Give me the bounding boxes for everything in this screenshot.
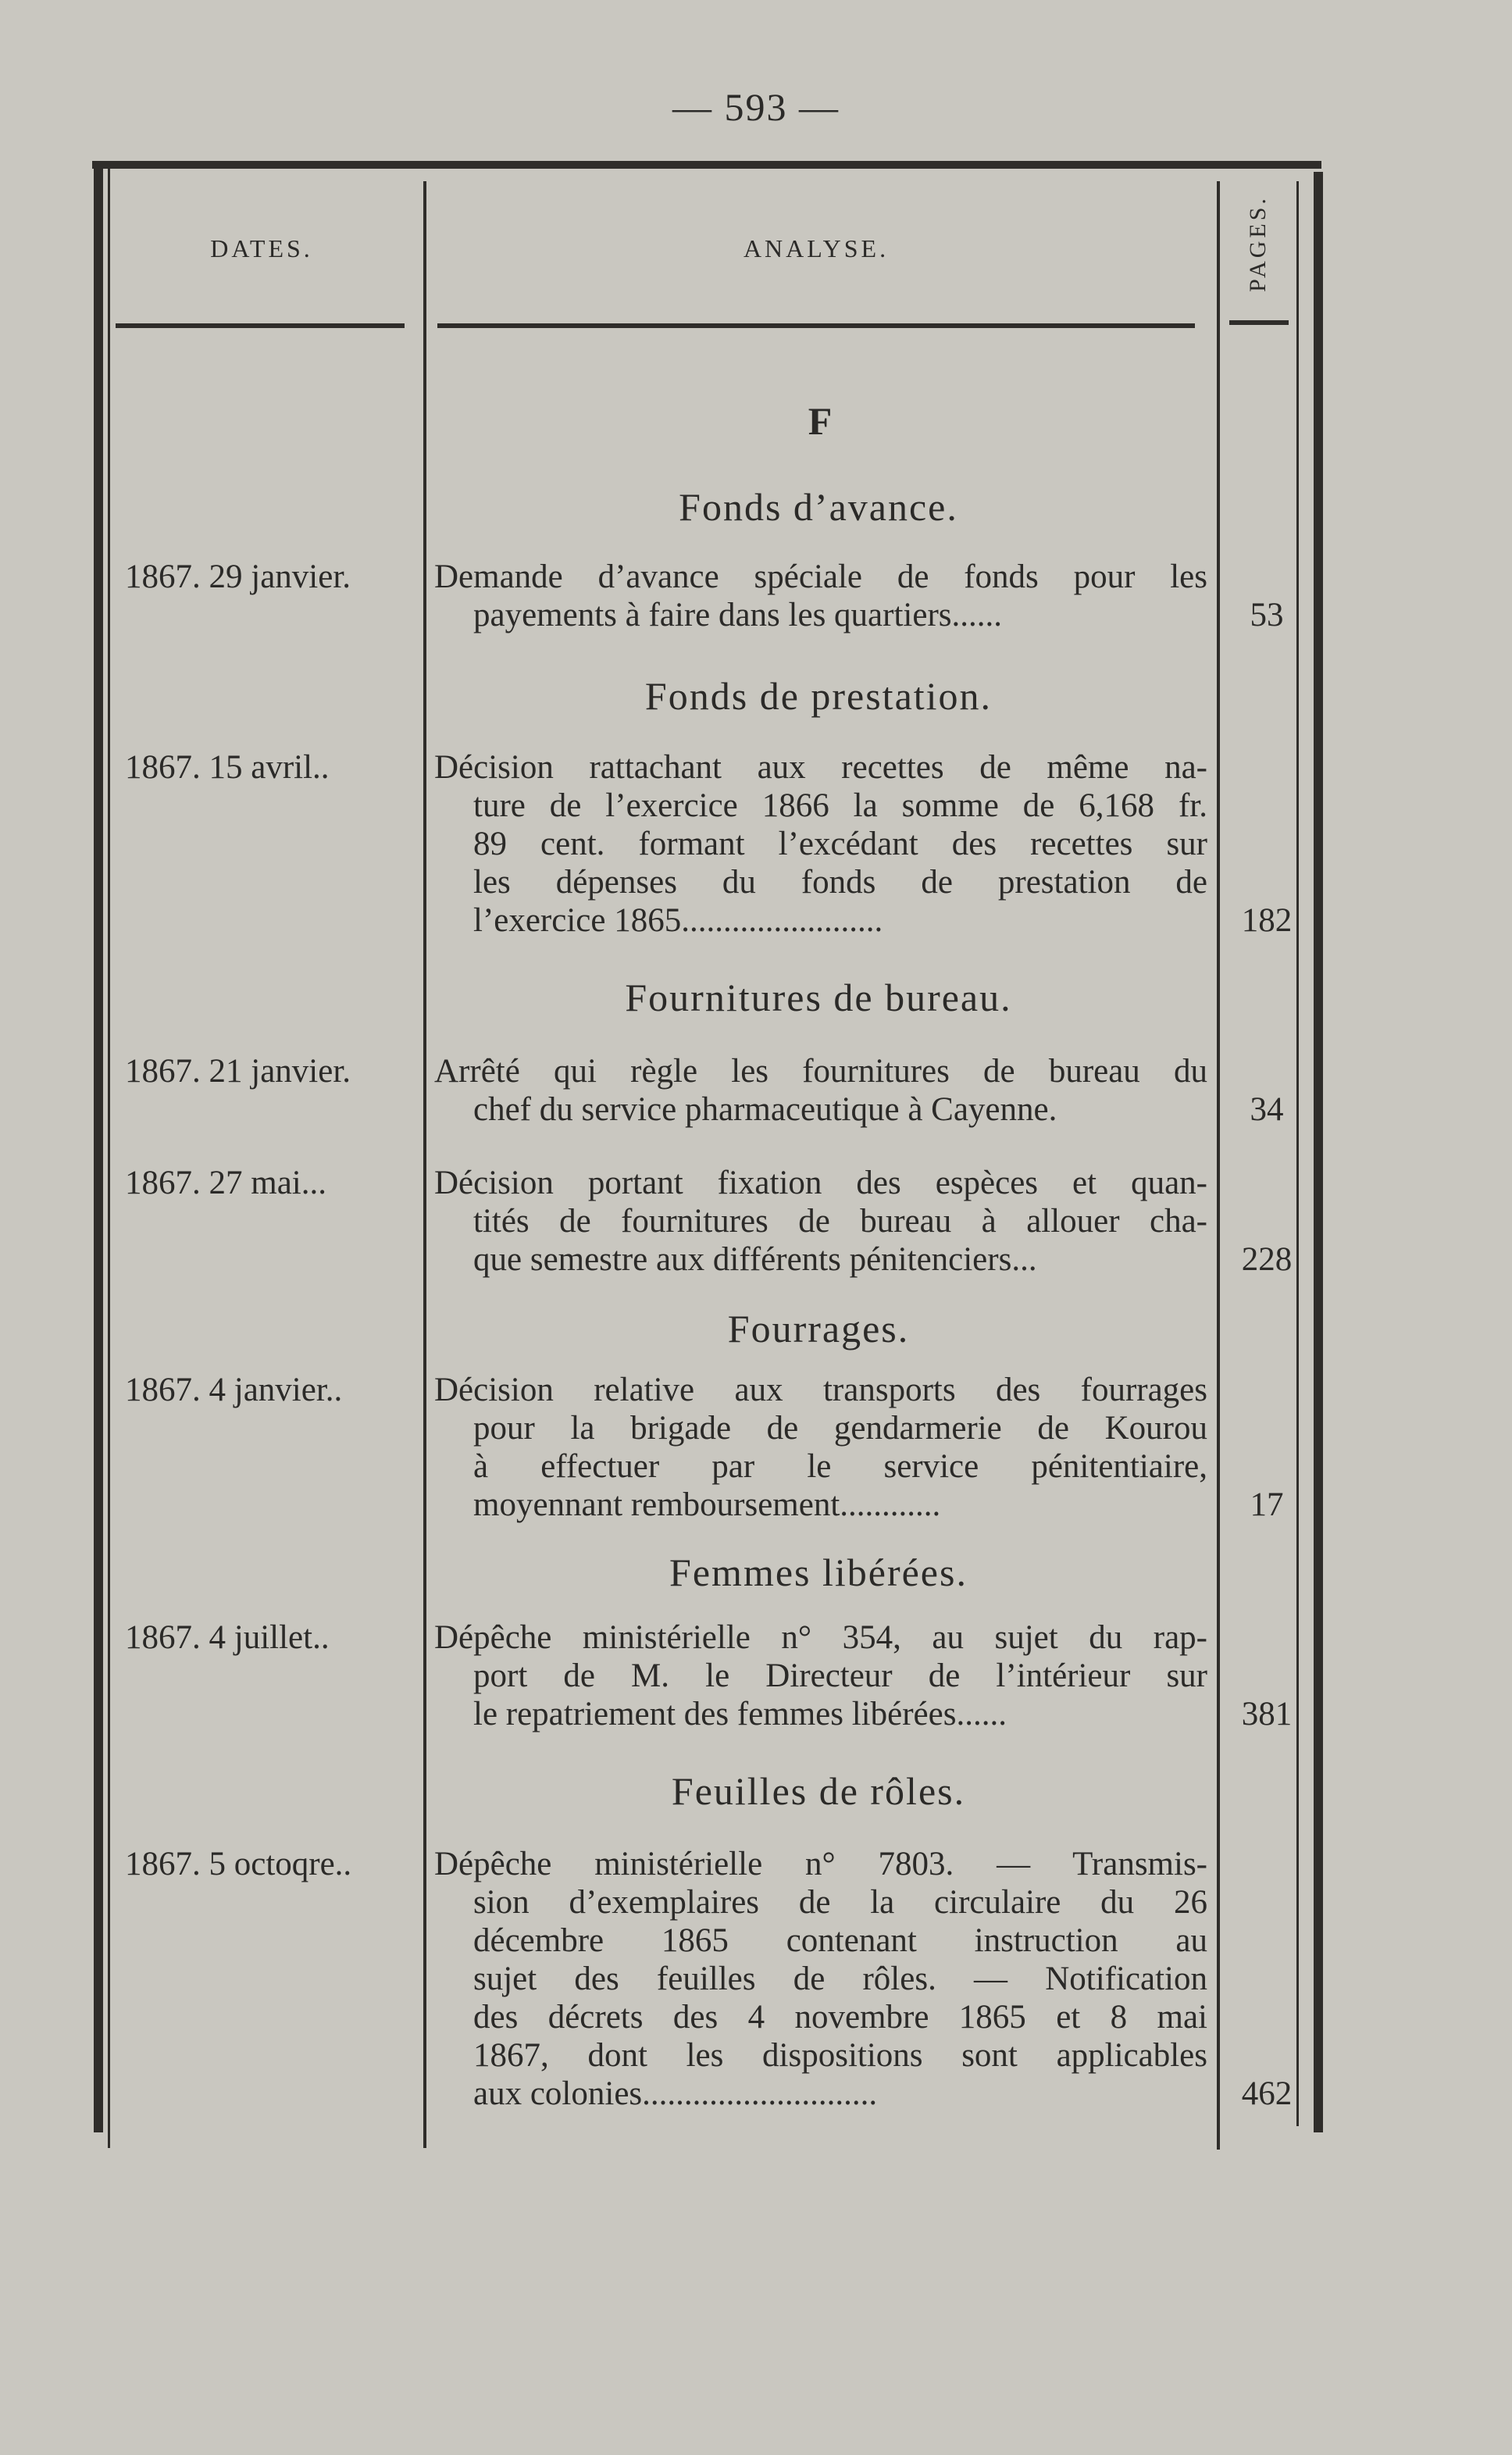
entry-description (434, 558, 1207, 634)
section-title: Fourrages. (727, 1307, 910, 1351)
entry-line: décembre 1865 contenant instruction au (473, 1922, 1207, 1959)
entry-date: 1867. 29 janvier. (125, 558, 351, 595)
entry-line: Arrêté qui règle les fournitures de bureau du (434, 1053, 1207, 1090)
entry-date: 1867. 21 janvier. (125, 1053, 351, 1090)
entry-line: Dépêche ministérielle n° 7803. — Transmis- (434, 1846, 1207, 1882)
section-title: Femmes libérées. (669, 1550, 968, 1594)
entry-page: 228 (1241, 1241, 1293, 1278)
header-rule-pages (1229, 320, 1289, 325)
entry-line: le repatriement des femmes libérées...... (473, 1696, 1007, 1732)
analyse-header: ANALYSE. (743, 234, 890, 262)
entry-description (434, 748, 1207, 940)
entry-line: chef du service pharmaceutique à Cayenne. (473, 1091, 1057, 1128)
entry-line: sujet des feuilles de rôles. — Notification (473, 1961, 1207, 1997)
section-title: Fonds d’avance. (679, 485, 958, 529)
entry-description (434, 1052, 1207, 1129)
entry-date: 1867. 27 mai... (125, 1165, 326, 1201)
entry-page: 53 (1250, 597, 1284, 633)
entry-date: 1867. 4 janvier.. (125, 1372, 343, 1408)
left-thin-rule (108, 164, 110, 2148)
pages-header-label: PAGES. (1245, 195, 1271, 292)
section-letter: F (808, 399, 833, 443)
entry-description (434, 1164, 1207, 1279)
section-title: Feuilles de rôles. (671, 1769, 966, 1813)
section-title: Fournitures de bureau. (625, 976, 1012, 1019)
header-rule-dates (116, 323, 405, 328)
entry-line: aux colonies............................ (473, 2075, 878, 2112)
entry-line: que semestre aux différents pénitenciers... (473, 1241, 1037, 1278)
entry-line: tités de fournitures de bureau à allouer cha- (473, 1203, 1207, 1240)
left-frame-rule (94, 164, 103, 2132)
pages-header (1231, 181, 1286, 306)
entry-line: sion d’exemplaires de la circulaire du 26 (473, 1884, 1207, 1921)
entry-date: 1867. 4 juillet.. (125, 1619, 330, 1656)
entry-line: Décision portant fixation des espèces et quan- (434, 1165, 1207, 1201)
entry-line: ture de l’exercice 1866 la somme de 6,168 fr. (473, 787, 1207, 824)
entry-page: 381 (1241, 1696, 1293, 1732)
entry-line: Décision relative aux transports des fourrages (434, 1372, 1207, 1408)
entry-line: Demande d’avance spéciale de fonds pour les (434, 558, 1207, 595)
right-frame-rule (1314, 172, 1323, 2132)
entry-date: 1867. 5 octoqre.. (125, 1846, 352, 1882)
top-rule (92, 161, 1321, 169)
dates-divider (423, 181, 426, 2148)
entry-line: les dépenses du fonds de prestation de (473, 864, 1207, 901)
header-rule-analyse (437, 323, 1195, 328)
entry-page: 17 (1250, 1486, 1284, 1523)
entry-line: des décrets des 4 novembre 1865 et 8 mai (473, 1999, 1207, 2036)
entry-line: payements à faire dans les quartiers...... (473, 597, 1002, 633)
entry-line: Dépêche ministérielle n° 354, au sujet du rap- (434, 1619, 1207, 1656)
entry-line: moyennant remboursement............ (473, 1486, 941, 1523)
dates-header: DATES. (210, 234, 313, 262)
entry-description (434, 1618, 1207, 1733)
entry-line: pour la brigade de gendarmerie de Kourou (473, 1410, 1207, 1447)
right-thin-rule (1296, 181, 1299, 2126)
entry-page: 462 (1241, 2075, 1293, 2112)
entry-page: 182 (1241, 902, 1293, 939)
entry-line: l’exercice 1865........................ (473, 902, 883, 939)
entry-line: à effectuer par le service pénitentiaire, (473, 1448, 1207, 1485)
entry-line: 89 cent. formant l’excédant des recettes sur (473, 826, 1207, 862)
entry-line: port de M. le Directeur de l’intérieur sur (473, 1657, 1207, 1694)
entry-description (434, 1845, 1207, 2113)
entry-line: Décision rattachant aux recettes de même na- (434, 749, 1207, 786)
entry-page: 34 (1250, 1091, 1284, 1128)
pages-divider (1217, 181, 1220, 2150)
page-number: — 593 — (672, 85, 840, 129)
entry-date: 1867. 15 avril.. (125, 749, 330, 786)
entry-description (434, 1371, 1207, 1524)
entry-line: 1867, dont les dispositions sont applicables (473, 2037, 1207, 2074)
section-title: Fonds de prestation. (644, 674, 993, 718)
